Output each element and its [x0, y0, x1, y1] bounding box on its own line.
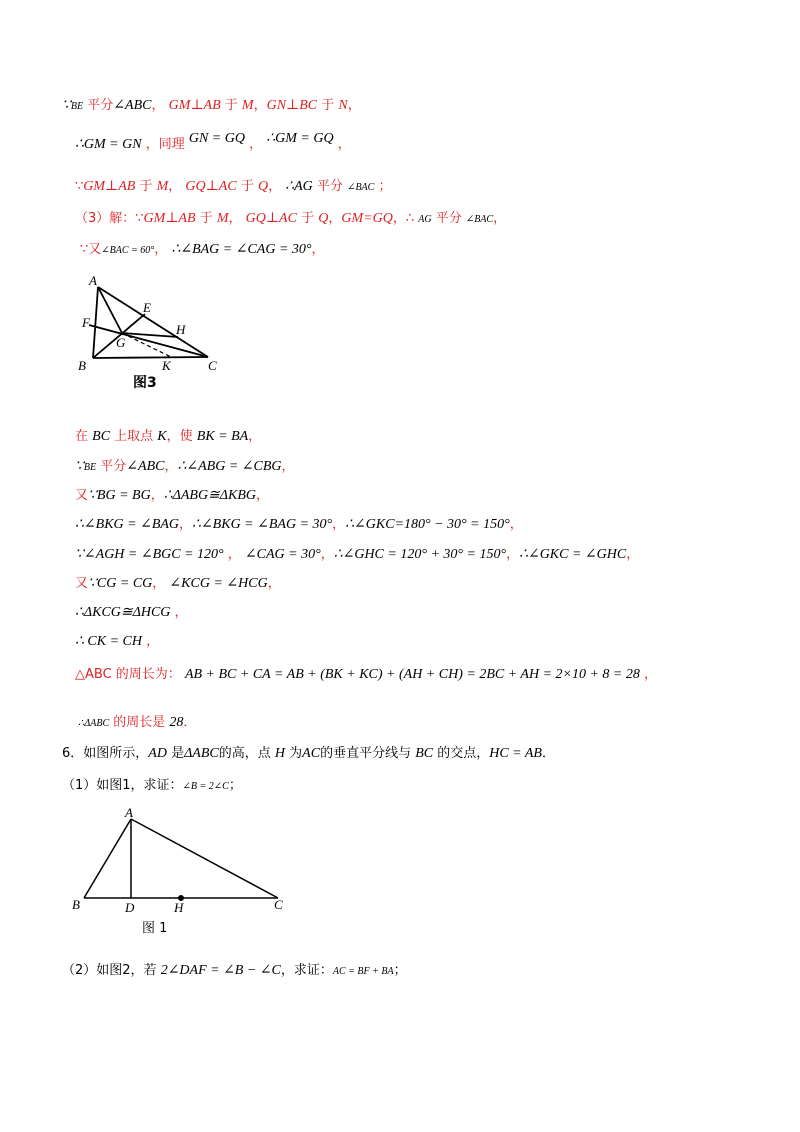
text-segment: 是	[166, 746, 185, 761]
text-segment: ，	[509, 517, 523, 532]
text-segment: 平分	[431, 211, 466, 226]
text-segment: ∴ΔKCG≅ΔHCG	[75, 605, 171, 620]
text-line	[75, 210, 506, 229]
label-e: E	[143, 300, 151, 315]
text-segment: ，	[332, 517, 346, 532]
text-segment: 又	[75, 576, 89, 591]
text-segment: ∠ABC	[126, 459, 165, 474]
text-segment: ∠B = 2∠C	[182, 781, 229, 792]
text-segment: ，	[626, 547, 640, 562]
text-segment: ∠CAG = 30°	[244, 547, 321, 562]
text-segment: GQ⊥AC	[245, 211, 297, 226]
text-segment: 平分	[312, 179, 348, 194]
text-segment: ∴ΔABG≅ΔKBG	[163, 488, 257, 503]
text-segment: 为	[285, 746, 303, 761]
text-segment: ∵	[75, 459, 84, 474]
segment-ac	[131, 819, 278, 898]
label-d: D	[125, 900, 135, 915]
text-segment: △ABC 的周长为：	[75, 667, 185, 682]
text-segment: 的高，点	[218, 746, 275, 761]
text-segment: HC = AB	[489, 746, 542, 761]
text-line	[78, 714, 196, 733]
text-segment: 2∠DAF = ∠B − ∠C	[160, 963, 281, 978]
text-segment: ，	[347, 98, 361, 113]
text-segment: ；	[393, 963, 407, 978]
text-segment: N	[338, 98, 348, 113]
text-segment: K	[157, 429, 167, 444]
text-segment: ∴∠GKC = ∠GHC	[519, 547, 627, 562]
text-segment: ，	[256, 488, 270, 503]
label-h: H	[176, 322, 186, 337]
segment-ac	[98, 287, 208, 357]
text-segment: 的交点，	[433, 746, 490, 761]
text-line	[75, 487, 269, 505]
text-segment: ，	[328, 211, 342, 226]
text-segment: ΔABC	[184, 746, 219, 761]
text-segment: AC	[302, 746, 321, 761]
figure-3	[75, 270, 235, 395]
text-segment: ．	[183, 715, 197, 730]
text-segment: ∵∠AGH = ∠BGC = 120°	[75, 547, 224, 562]
text-segment: 在	[75, 429, 93, 444]
text-segment: AG	[418, 214, 432, 225]
text-segment: ，	[179, 517, 193, 532]
label-g: G	[116, 335, 126, 350]
text-segment: ，	[154, 242, 172, 257]
label-b: B	[78, 358, 86, 373]
text-segment: BE	[83, 462, 97, 473]
text-segment: GM⊥AB	[168, 98, 221, 113]
figure-caption: 图 1	[142, 921, 168, 935]
label-a: A	[89, 273, 97, 288]
text-line	[75, 575, 281, 593]
text-segment: ，	[311, 242, 325, 257]
text-segment: H	[274, 746, 286, 761]
text-line	[75, 633, 159, 651]
text-segment: ，	[253, 98, 267, 113]
label-k: K	[162, 358, 171, 373]
text-line	[62, 962, 407, 981]
text-segment: ，	[493, 211, 507, 226]
text-segment: 又	[75, 488, 89, 503]
text-segment: ∵CG = CG	[88, 576, 153, 591]
text-segment: GM=GQ	[341, 211, 393, 226]
text-segment: M	[216, 211, 229, 226]
text-segment: 6．如图所示，	[62, 746, 149, 761]
text-segment: Q	[318, 211, 329, 226]
text-segment: ∠BAC	[347, 182, 375, 193]
text-segment: ，	[170, 605, 188, 620]
text-segment: GM⊥AB	[143, 211, 196, 226]
text-line	[75, 428, 261, 446]
label-a: A	[125, 805, 133, 820]
text-segment: 于	[135, 179, 157, 194]
text-segment: ∠ABC	[113, 98, 152, 113]
text-segment: ，	[248, 429, 262, 444]
text-segment: ∠BAC	[465, 214, 494, 225]
text-segment: ∴ΔABC	[78, 718, 110, 729]
text-segment: BE	[70, 101, 84, 112]
text-line	[75, 604, 188, 622]
text-segment: ；	[228, 778, 242, 793]
text-segment: 平分	[96, 459, 127, 474]
text-segment: ，	[267, 576, 281, 591]
text-segment: ，	[164, 459, 178, 474]
text-line	[75, 131, 351, 154]
text-segment: ，同理	[141, 137, 189, 152]
text-segment: ∴ CK = CH	[75, 634, 142, 649]
text-segment: ，	[152, 576, 170, 591]
text-segment: ∵BG = BG	[88, 488, 151, 503]
figure-caption: 图3	[133, 375, 157, 391]
segment-ab	[93, 287, 98, 358]
text-segment: Q	[257, 179, 269, 194]
text-segment: 于	[236, 179, 258, 194]
text-line	[62, 777, 242, 796]
text-segment: BC	[92, 429, 111, 444]
text-segment: ，∴	[392, 211, 419, 226]
text-segment: AD	[148, 746, 167, 761]
text-segment: （1）如图1，求证：	[62, 778, 183, 793]
text-segment: ；	[374, 179, 392, 194]
text-line	[75, 546, 639, 564]
label-c: C	[274, 897, 283, 912]
text-segment: ，	[281, 459, 295, 474]
segment-fc	[89, 325, 208, 357]
text-segment: ∴∠GKC=180° − 30° = 150°	[345, 517, 510, 532]
text-segment: （2）如图2，若	[62, 963, 161, 978]
text-segment: ∵又	[80, 242, 102, 257]
text-segment: ，	[228, 211, 246, 226]
text-segment: 于	[220, 98, 242, 113]
text-segment: ∴∠BKG = ∠BAG	[75, 517, 180, 532]
text-segment: ∴∠GHC = 120° + 30° = 150°	[333, 547, 507, 562]
text-segment: ∵	[62, 98, 71, 113]
text-segment: ，	[639, 667, 657, 682]
text-line	[75, 666, 657, 684]
text-segment: ∴AG	[285, 179, 313, 194]
text-line	[62, 97, 361, 116]
text-segment: GQ⊥AC	[185, 179, 237, 194]
text-segment: 平分	[83, 98, 114, 113]
text-segment: AB + BC + CA = AB + (BK + KC) + (AH + CH) = 2BC + AH = 2×10 + 8 = 28	[184, 667, 640, 682]
text-segment: 于	[317, 98, 339, 113]
text-segment: ，	[141, 634, 160, 649]
text-segment: ，	[168, 179, 186, 194]
figure-1	[70, 805, 290, 935]
text-line	[75, 458, 295, 477]
label-f: F	[82, 315, 90, 330]
text-segment: ∴∠ABG = ∠CBG	[177, 459, 282, 474]
text-segment: ，	[151, 98, 169, 113]
text-segment: ，	[223, 547, 245, 562]
text-segment: 的周长是	[109, 715, 170, 730]
segment-bc	[93, 357, 208, 358]
text-segment: GM⊥AB	[83, 179, 136, 194]
text-segment: （3）解：∵	[75, 211, 144, 226]
text-segment: ∴∠BKG = ∠BAG = 30°	[192, 517, 333, 532]
text-segment: 于	[296, 211, 319, 226]
text-segment: ，使	[166, 429, 197, 444]
text-segment: ∠KCG = ∠HCG	[169, 576, 268, 591]
text-segment: ，	[244, 137, 267, 152]
text-segment: AC = BF + BA	[332, 966, 394, 977]
text-segment: ，	[506, 547, 520, 562]
label-b: B	[72, 897, 80, 912]
text-segment: ，	[333, 137, 351, 152]
segment-ab	[84, 819, 131, 898]
text-segment: 28	[169, 715, 184, 730]
label-c: C	[208, 358, 217, 373]
text-segment: ∵	[75, 179, 84, 194]
text-segment: M	[241, 98, 254, 113]
text-segment: ∠BAC = 60°	[101, 245, 155, 256]
text-segment: ，	[320, 547, 334, 562]
text-segment: GN = GQ	[188, 131, 245, 146]
text-segment: ．	[541, 746, 555, 761]
text-segment: ∴GM = GN	[75, 137, 142, 152]
text-segment: ∴GM = GQ	[266, 131, 334, 146]
text-segment: BK = BA	[196, 429, 249, 444]
text-line	[75, 516, 523, 534]
text-segment: ，	[150, 488, 164, 503]
text-segment: ，求证：	[280, 963, 333, 978]
text-line	[80, 241, 325, 260]
text-line	[75, 178, 391, 197]
text-segment: BC	[415, 746, 434, 761]
text-line	[62, 745, 555, 763]
text-segment: 的垂直平分线与	[320, 746, 416, 761]
text-segment: ∴∠BAG = ∠CAG = 30°	[171, 242, 312, 257]
text-segment: 上取点	[110, 429, 158, 444]
text-segment: 于	[195, 211, 217, 226]
label-h: H	[174, 900, 184, 915]
text-segment: ，	[268, 179, 286, 194]
text-segment: GN⊥BC	[266, 98, 318, 113]
text-segment: M	[156, 179, 169, 194]
